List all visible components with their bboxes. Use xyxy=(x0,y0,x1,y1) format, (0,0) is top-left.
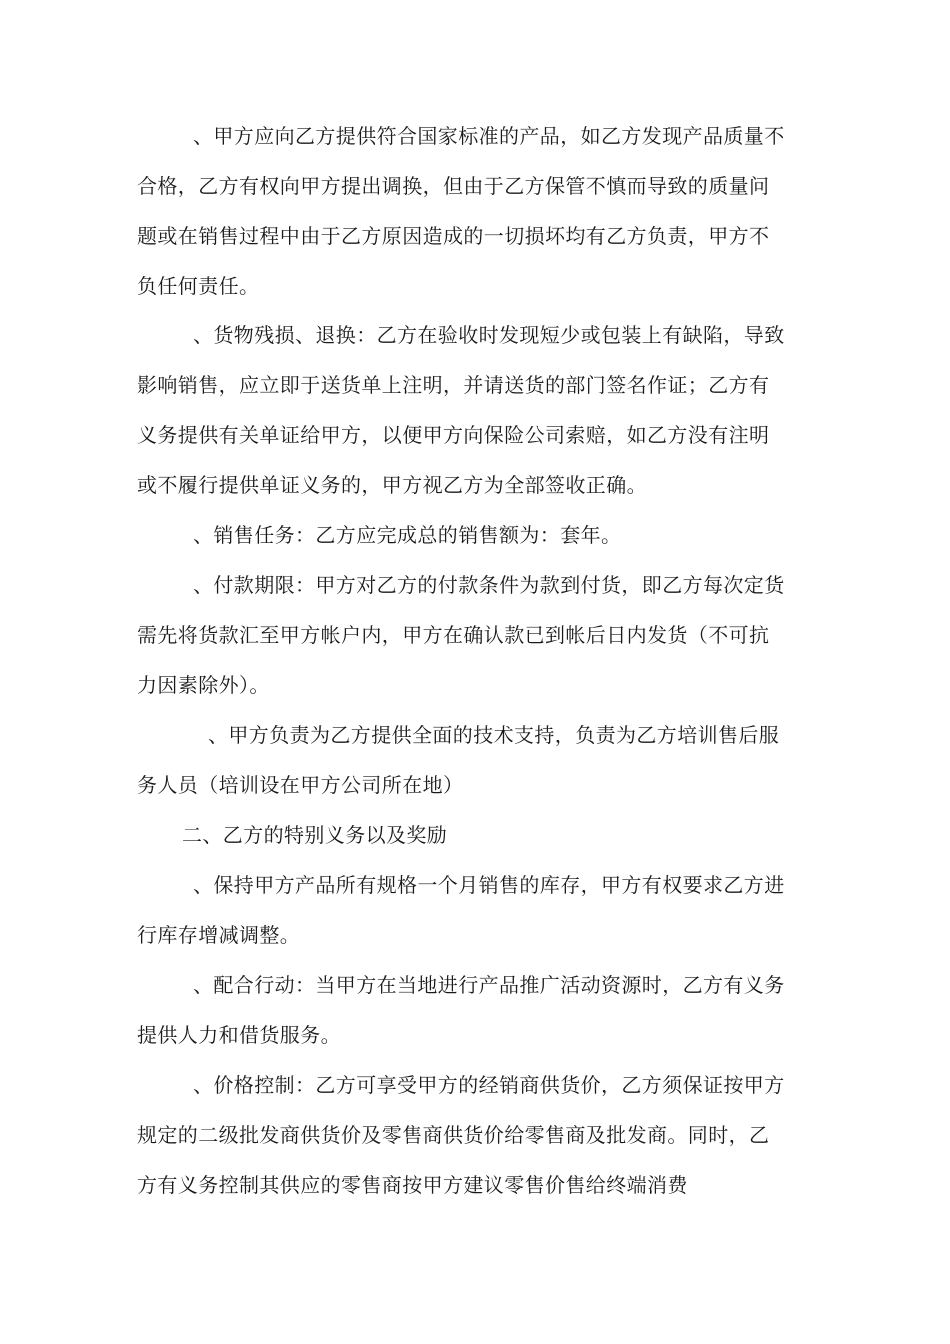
paragraph-8-line-2: 提供人力和借货服务。 xyxy=(137,1023,341,1047)
paragraph-1-line-1: 、甲方应向乙方提供符合国家标准的产品，如乙方发现产品质量不 xyxy=(193,124,785,148)
paragraph-5-line-1: 、甲方负责为乙方提供全面的技术支持，负责为乙方培训售后服 xyxy=(208,723,780,747)
paragraph-8-line-1: 、配合行动：当甲方在当地进行产品推广活动资源时，乙方有义务 xyxy=(193,973,785,997)
paragraph-7-line-1: 、保持甲方产品所有规格一个月销售的库存，甲方有权要求乙方进 xyxy=(193,873,785,897)
paragraph-2-line-3: 义务提供有关单证给甲方，以便甲方向保险公司索赔，如乙方没有注明 xyxy=(137,423,770,447)
paragraph-1-line-2: 合格，乙方有权向甲方提出调换，但由于乙方保管不慎而导致的质量问 xyxy=(137,174,770,198)
paragraph-2-line-4: 或不履行提供单证义务的，甲方视乙方为全部签收正确。 xyxy=(137,473,647,497)
section-heading: 二、乙方的特别义务以及奖励 xyxy=(182,823,448,847)
paragraph-9-line-1: 、价格控制：乙方可享受甲方的经销商供货价，乙方须保证按甲方 xyxy=(193,1073,785,1097)
paragraph-5-line-2: 务人员（培训设在甲方公司所在地） xyxy=(137,773,464,797)
paragraph-2-line-1: 、货物残损、退换：乙方在验收时发现短少或包装上有缺陷，导致 xyxy=(193,323,785,347)
paragraph-3-line-1: 、销售任务：乙方应完成总的销售额为：套年。 xyxy=(193,523,622,547)
paragraph-9-line-2: 规定的二级批发商供货价及零售商供货价给零售商及批发商。同时，乙 xyxy=(137,1123,770,1147)
paragraph-4-line-3: 力因素除外）。 xyxy=(137,673,270,697)
paragraph-4-line-1: 、付款期限：甲方对乙方的付款条件为款到付货，即乙方每次定货 xyxy=(193,573,785,597)
paragraph-4-line-2: 需先将货款汇至甲方帐户内，甲方在确认款已到帐后日内发货（不可抗 xyxy=(137,623,770,647)
paragraph-7-line-2: 行库存增减调整。 xyxy=(137,923,301,947)
paragraph-1-line-4: 负任何责任。 xyxy=(137,274,260,298)
paragraph-2-line-2: 影响销售，应立即于送货单上注明，并请送货的部门签名作证；乙方有 xyxy=(137,373,770,397)
paragraph-1-line-3: 题或在销售过程中由于乙方原因造成的一切损坏均有乙方负责，甲方不 xyxy=(137,224,770,248)
paragraph-9-line-3: 方有义务控制其供应的零售商按甲方建议零售价售给终端消费 xyxy=(137,1173,688,1197)
